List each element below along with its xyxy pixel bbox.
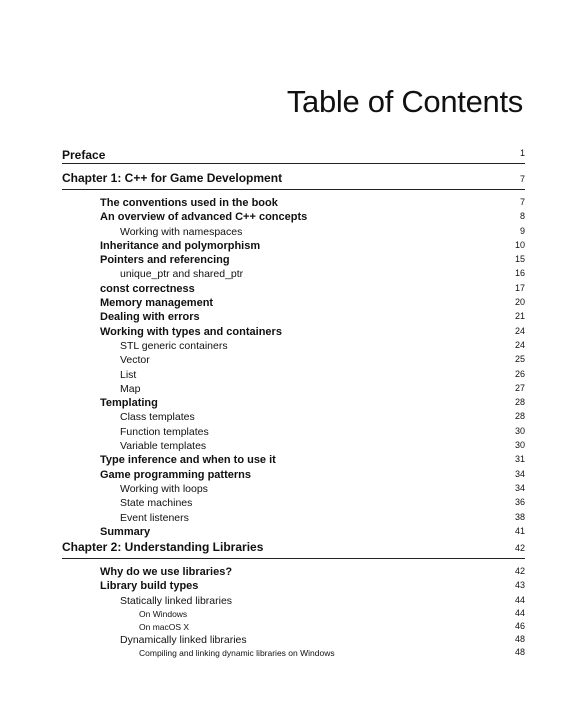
toc-entry-title: Game programming patterns <box>100 468 251 481</box>
toc-entry-title: const correctness <box>100 282 195 295</box>
toc-subsection-entry[interactable] <box>62 225 525 239</box>
toc-entry-title: Chapter 2: Understanding Libraries <box>62 540 264 555</box>
toc-entry-title: Vector <box>120 354 150 367</box>
toc-page-number: 43 <box>514 580 525 591</box>
toc-section-entry[interactable] <box>62 468 525 482</box>
toc-subsection-entry[interactable] <box>62 439 525 453</box>
toc-page-number: 24 <box>514 339 525 350</box>
toc-page-number: 24 <box>514 325 525 336</box>
toc-subsection-entry[interactable] <box>62 382 525 396</box>
toc-entry-title: Event listeners <box>120 511 189 524</box>
toc-entry-title: Working with loops <box>120 482 208 495</box>
toc-chapter-entry[interactable] <box>62 170 525 190</box>
toc-section-entry[interactable] <box>62 396 525 410</box>
toc-page-number: 17 <box>514 282 525 293</box>
toc-page-number: 46 <box>514 620 525 631</box>
toc-subsection-entry[interactable] <box>62 353 525 367</box>
toc-page-number: 38 <box>514 511 525 522</box>
toc-entry-title: Preface <box>62 148 106 162</box>
toc-entry-title: Map <box>120 382 141 395</box>
toc-page-number: 27 <box>514 382 525 393</box>
toc-section-entry[interactable] <box>62 282 525 296</box>
toc-section-entry[interactable] <box>62 579 525 593</box>
toc-page-number: 42 <box>514 543 525 554</box>
toc-page-number: 21 <box>514 311 525 322</box>
toc-page-number: 48 <box>514 634 525 645</box>
toc-subsection-entry[interactable] <box>62 339 525 353</box>
toc-page-number: 34 <box>514 482 525 493</box>
toc-page-number: 25 <box>514 354 525 365</box>
toc-page-number: 16 <box>514 268 525 279</box>
toc-page-number: 30 <box>514 440 525 451</box>
toc-entry-title: Function templates <box>120 425 209 438</box>
toc-page-number: 36 <box>514 497 525 508</box>
toc-entry-title: Summary <box>100 525 151 538</box>
toc-page-number: 41 <box>514 525 525 536</box>
toc-section-entry[interactable] <box>62 325 525 339</box>
toc-page-number: 7 <box>519 197 525 207</box>
toc-entry-title: Working with namespaces <box>120 225 243 238</box>
toc-section-entry[interactable] <box>62 310 525 324</box>
toc-section-entry[interactable] <box>62 239 525 253</box>
toc-entry-title: Working with types and containers <box>100 325 282 338</box>
toc-page-number: 30 <box>514 425 525 436</box>
toc-entry-title: Compiling and linking dynamic libraries on Windows <box>139 648 335 659</box>
toc-entry-title: State machines <box>120 497 193 510</box>
toc-entry-title: Why do we use libraries? <box>100 566 233 579</box>
toc-page-number: 7 <box>519 174 525 184</box>
toc-entry-title: Templating <box>100 397 158 410</box>
toc-section-entry[interactable] <box>62 565 525 579</box>
toc-entry-title: STL generic containers <box>120 339 228 352</box>
toc-section-entry[interactable] <box>62 525 525 539</box>
toc-page-number: 28 <box>514 411 525 422</box>
toc-section-entry[interactable] <box>62 196 525 210</box>
toc-page-number: 34 <box>514 468 525 479</box>
toc-entry-title: The conventions used in the book <box>100 197 278 209</box>
toc-section-entry[interactable] <box>62 453 525 467</box>
toc-subsubsection-entry[interactable] <box>62 608 525 621</box>
toc-page-number: 26 <box>514 368 525 379</box>
toc-subsection-entry[interactable] <box>62 496 525 510</box>
toc-entry-title: Inheritance and polymorphism <box>100 239 261 252</box>
toc-section-entry[interactable] <box>62 296 525 310</box>
toc-page-number: 9 <box>519 225 525 236</box>
toc-entry-title: List <box>120 368 137 381</box>
toc-subsection-entry[interactable] <box>62 633 525 647</box>
toc-page-number: 42 <box>514 566 525 577</box>
toc-subsection-entry[interactable] <box>62 410 525 424</box>
toc-page-number: 44 <box>514 594 525 605</box>
toc-entry-title: Class templates <box>120 411 195 424</box>
toc-subsection-entry[interactable] <box>62 368 525 382</box>
toc-entry-title: Dynamically linked libraries <box>120 634 247 647</box>
toc-entry-title: On macOS X <box>139 621 190 632</box>
toc-section-entry[interactable] <box>62 210 525 224</box>
toc-subsubsection-entry[interactable] <box>62 647 525 660</box>
toc-entry-title: On Windows <box>139 609 188 620</box>
toc-page-number: 15 <box>514 254 525 265</box>
toc-page-number: 31 <box>514 454 525 465</box>
toc-chapter-entry[interactable] <box>62 539 525 559</box>
toc-page-number: 10 <box>514 239 525 250</box>
toc-subsection-entry[interactable] <box>62 482 525 496</box>
toc-entry-title: An overview of advanced C++ concepts <box>100 211 308 224</box>
toc-entry-title: Library build types <box>100 580 199 593</box>
toc-subsubsection-entry[interactable] <box>62 621 525 634</box>
toc-entry-title: Memory management <box>100 297 214 310</box>
toc-page-number: 20 <box>514 297 525 308</box>
toc-subsection-entry[interactable] <box>62 267 525 281</box>
table-of-contents <box>62 147 525 660</box>
toc-entry-title: Chapter 1: C++ for Game Development <box>62 171 283 185</box>
toc-subsection-entry[interactable] <box>62 594 525 608</box>
toc-page-number: 1 <box>519 148 525 158</box>
toc-section-entry[interactable] <box>62 253 525 267</box>
toc-entry-title: Variable templates <box>120 440 207 453</box>
toc-subsection-entry[interactable] <box>62 511 525 525</box>
toc-entry-title: Statically linked libraries <box>120 594 233 607</box>
toc-subsection-entry[interactable] <box>62 425 525 439</box>
toc-entry-title: Dealing with errors <box>100 311 200 324</box>
toc-entry-title: unique_ptr and shared_ptr <box>120 268 244 281</box>
toc-page-number: 44 <box>514 608 525 619</box>
toc-page-number: 28 <box>514 397 525 408</box>
toc-page-number: 48 <box>514 647 525 658</box>
toc-page-number: 8 <box>519 211 525 222</box>
toc-chapter-entry[interactable] <box>62 147 525 164</box>
toc-entry-title: Pointers and referencing <box>100 254 230 267</box>
toc-entry-title: Type inference and when to use it <box>100 454 276 467</box>
page-title: Table of Contents <box>286 84 523 119</box>
